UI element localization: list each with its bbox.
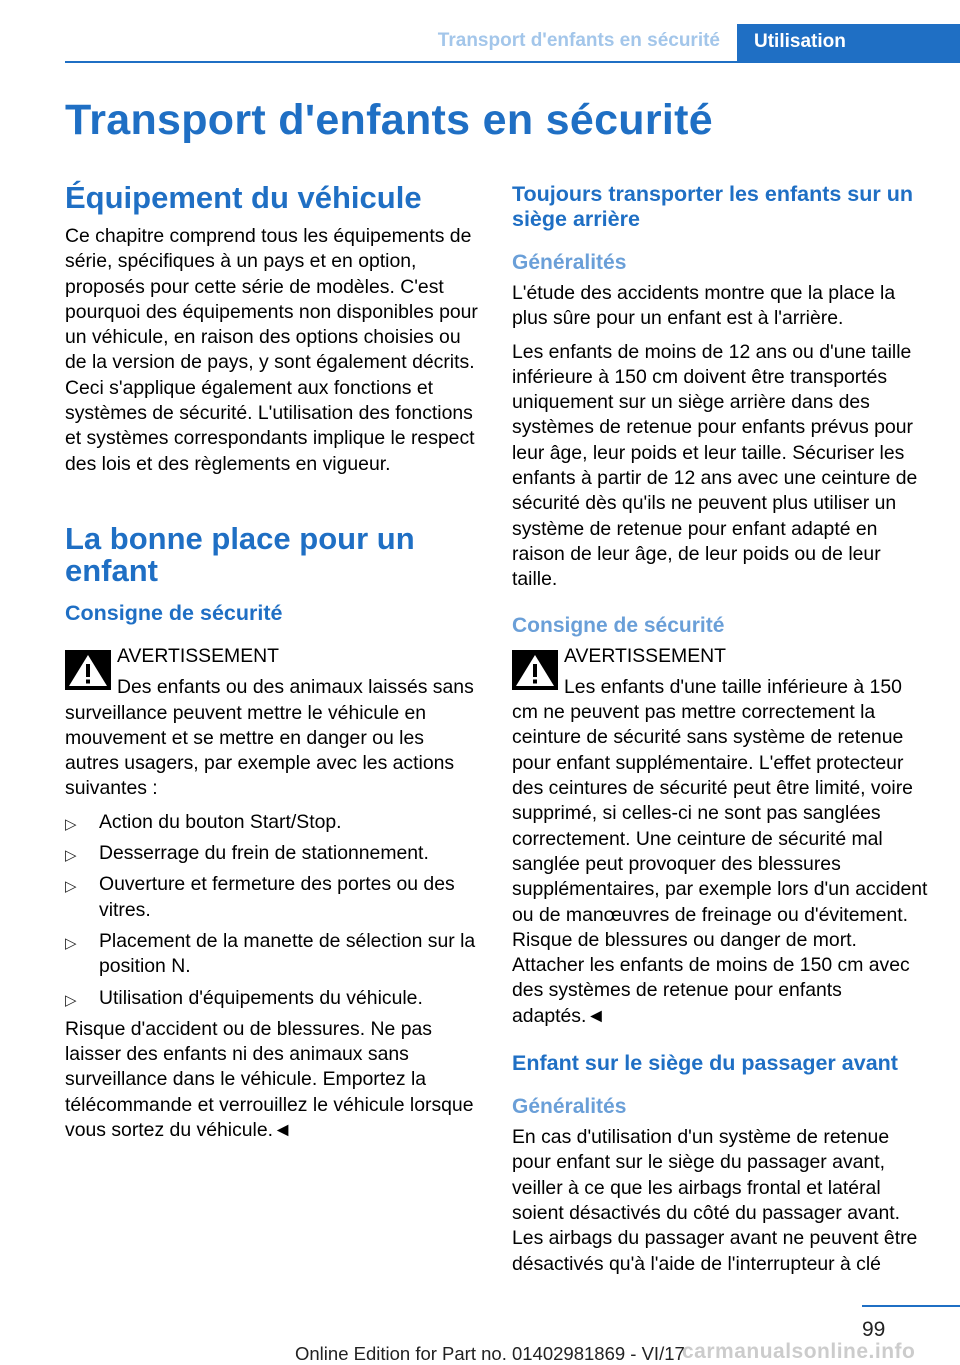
warning-block-left — [65, 644, 479, 802]
footer-rule — [862, 1305, 960, 1307]
page-header — [0, 0, 960, 62]
list-item: ▷ Desserrage du frein de stationnement. — [65, 841, 479, 866]
header-chapter-tab: Utilisation — [737, 24, 960, 61]
heading-equipement: Équipement du véhicule — [65, 180, 422, 215]
heading-passager: Enfant sur le siège du passager avant — [512, 1051, 898, 1076]
paragraph-enfants: Les enfants de moins de 12 ans ou d'une taille inférieure à 150 cm doivent être transportés uniquement sur un siège arrière dans des systèmes de retenue pour enfants prévus pour leur âge, leur poids et leur taille. Sécuriser les enfants à partir de 12 ans avec une ceinture de sécurité dès qu'ils ne peuvent plus utiliser un système de retenue pour enfant adapté en raison de leur âge, de leur poids ou de leur taille. — [512, 340, 918, 591]
paragraph-risque: Risque d'accident ou de blessures. Ne pas laisser des enfants ni des animaux sans surveillance dans le véhicule. Emportez la télécommande et verrouillez le véhicule lorsque vous sortez du véhicule.◄ — [65, 1017, 474, 1142]
page-title: Transport d'enfants en sécurité — [65, 96, 713, 144]
paragraph-etude: L'étude des accidents montre que la place la plus sûre pour un enfant est à l'arrière. — [512, 282, 896, 330]
warning-triangle-icon — [65, 650, 111, 690]
bullet-triangle-icon: ▷ — [65, 934, 77, 952]
heading-bonne-place: La bonne place pour un enfant — [65, 520, 415, 588]
bullet-list — [65, 810, 479, 1011]
list-item: ▷ Action du bouton Start/Stop. — [65, 810, 479, 835]
right-column — [512, 182, 930, 1285]
watermark: carmanualsonline.info — [682, 1340, 916, 1363]
paragraph-equipement: Ce chapitre comprend tous les équipements de série, spécifiques à un pays et en option, proposés pour cette série de modèles. C'est pourquoi des équipements non disponibles pour un véhicule, en raison des options choisies ou de la version de pays, y sont également décrits. Ceci s'applique également aux fonctions et systèmes de sécurité. L'utilisation des fonctions et systèmes correspondants implique le respect des lois et des règlements en vigueur. — [65, 225, 478, 475]
heading-generalites-1: Généralités — [512, 251, 627, 274]
paragraph-airbag: En cas d'utilisation d'un système de retenue pour enfant sur le siège du passager avant, veiller à ce que les airbags frontal et latéral soient désactivés du côté du passager avant. Les airbags du passager avant ne peuvent être désactivés qu'à l'aide de l'interrupteur à clé — [512, 1126, 918, 1275]
header-rule — [65, 61, 960, 63]
heading-consigne-left: Consigne de sécurité — [65, 600, 283, 625]
warning-text-right: Les enfants d'une taille inférieure à 150 cm ne peuvent pas mettre correctement la ceinture de sécurité sans système de retenue pour enfant supplémentaire. L'effet protecteur des ceintures de sécurité peut être limité, voire supprimé, si celles-ci ne sont pas sanglées correctement. Une ceinture de sécurité mal sanglée peut provoquer des blessures supplémentaires, par exemple lors d'un accident ou de manœuvres de freinage ou d'évitement. Risque de blessures ou danger de mort. Attacher les enfants de moins de 150 cm avec des systèmes de retenue pour enfants adaptés.◄ — [512, 675, 928, 1027]
list-item: ▷ Utilisation d'équipements du véhicule. — [65, 986, 479, 1011]
heading-generalites-2: Généralités — [512, 1095, 627, 1119]
warning-block-right — [512, 644, 930, 1029]
list-item: ▷ Placement de la manette de sélection sur la position N. — [65, 929, 476, 978]
warning-text-left: Des enfants ou des animaux laissés sans surveillance peuvent mettre le véhicule en mouvement et se mettre en danger ou les autres usagers, par exemple avec les actions suivantes : — [65, 676, 474, 800]
bullet-triangle-icon: ▷ — [65, 878, 77, 896]
left-column — [65, 182, 479, 1151]
bullet-triangle-icon: ▷ — [65, 991, 77, 1009]
page-number: 99 — [862, 1318, 886, 1341]
list-item: ▷ Ouverture et fermeture des portes ou des vitres. — [65, 873, 455, 921]
heading-consigne-right: Consigne de sécurité — [512, 613, 725, 637]
warning-label-left: AVERTISSEMENT — [117, 644, 279, 667]
header-section-title: Transport d'enfants en sécurité — [437, 30, 720, 51]
bullet-triangle-icon: ▷ — [65, 815, 77, 833]
heading-toujours: Toujours transporter les enfants sur un siège arrière — [512, 182, 913, 231]
warning-triangle-icon — [512, 650, 558, 690]
warning-label-right: AVERTISSEMENT — [564, 644, 726, 667]
bullet-triangle-icon: ▷ — [65, 847, 77, 865]
edition-line: Online Edition for Part no. 01402981869 - VI/17 — [295, 1343, 685, 1364]
